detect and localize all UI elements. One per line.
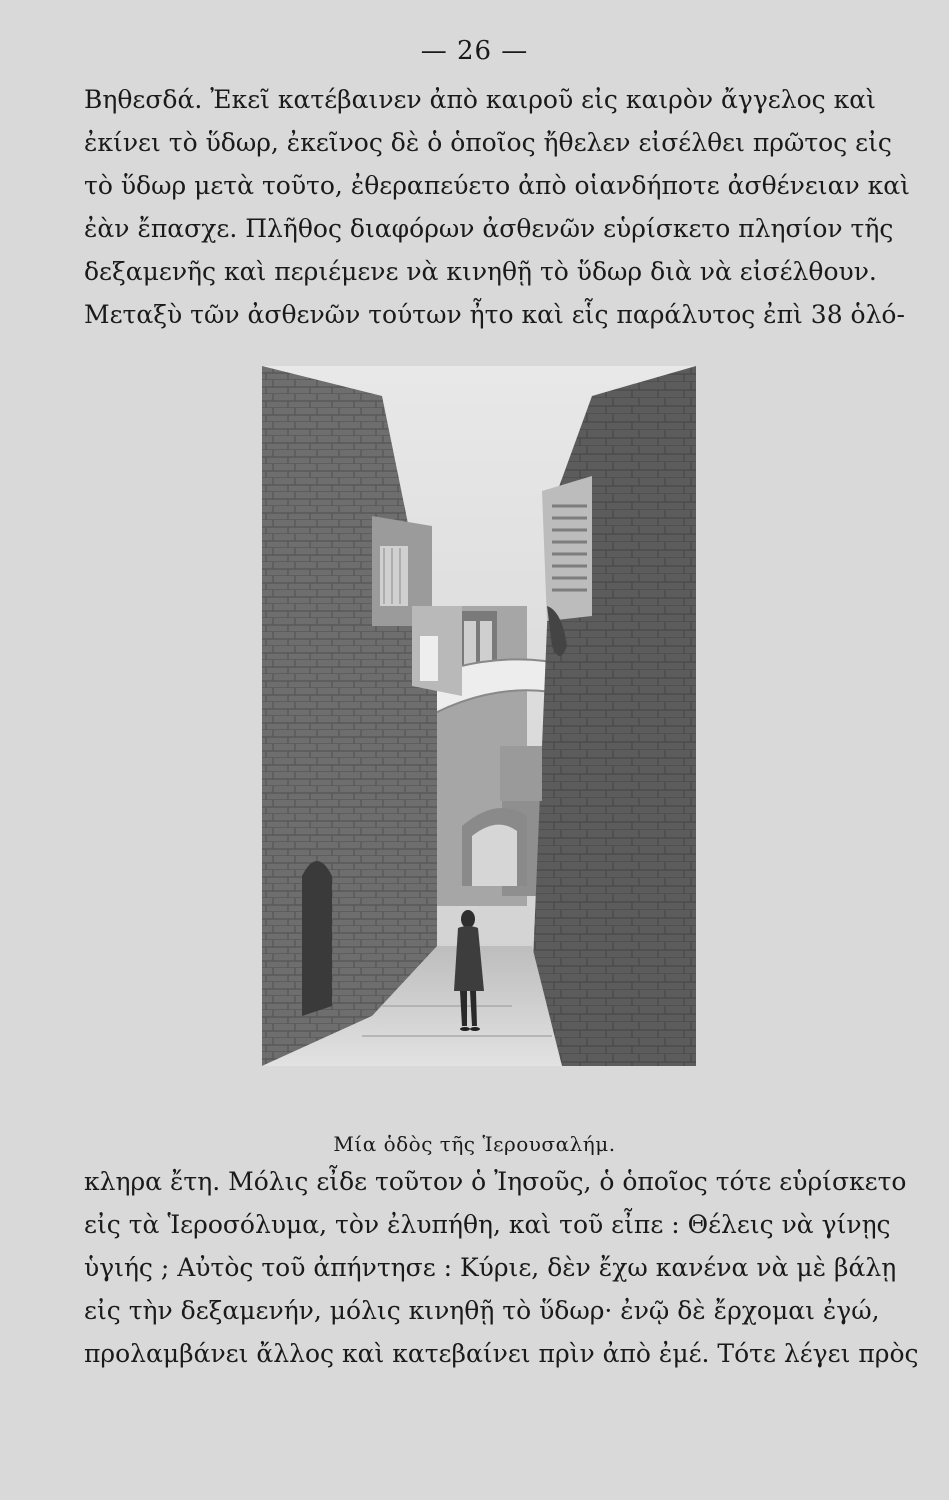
text-line: ἐκίνει τὸ ὕδωρ, ἐκεῖνος δὲ ὁ ὁποῖος ἤθελεν εἰσέλθει πρῶτος εἰς	[84, 128, 892, 157]
top-paragraph	[84, 78, 910, 336]
page-number: — 26 —	[420, 36, 529, 66]
street-photo-illustration	[262, 366, 696, 1066]
text-line: κληρα ἔτη. Μόλις εἶδε τοῦτον ὁ Ἰησοῦς, ὁ ὁποῖος τότε εὑρίσκετο	[84, 1167, 907, 1196]
text-line: δεξαμενῆς καὶ περιέμενε νὰ κινηθῇ τὸ ὕδωρ διὰ νὰ εἰσέλθουν.	[84, 257, 877, 286]
bottom-paragraph	[84, 1160, 919, 1375]
text-line: εἰς τὰ Ἱεροσόλυμα, τὸν ἐλυπήθη, καὶ τοῦ εἶπε : Θέλεις νὰ γίνῃς	[84, 1210, 891, 1239]
text-line: ἐὰν ἔπασχε. Πλῆθος διαφόρων ἀσθενῶν εὑρίσκετο πλησίον τῆς	[84, 214, 894, 243]
text-line: Βηθεσδά. Ἐκεῖ κατέβαινεν ἀπὸ καιροῦ εἰς καιρὸν ἄγγελος καὶ	[84, 85, 876, 114]
text-line: εἰς τὴν δεξαμενήν, μόλις κινηθῇ τὸ ὕδωρ· ἐνῷ δὲ ἔρχομαι ἐγώ,	[84, 1296, 880, 1325]
text-line: ὑγιής ; Αὐτὸς τοῦ ἀπήντησε : Κύριε, δὲν ἔχω κανένα νὰ μὲ βάλῃ	[84, 1253, 897, 1282]
text-line: προλαμβάνει ἄλλος καὶ κατεβαίνει πρὶν ἀπὸ ἐμέ. Τότε λέγει πρὸς	[84, 1339, 919, 1368]
street-photograph	[262, 366, 696, 1066]
figure-caption: Μία ὁδὸς τῆς Ἱερουσαλήμ.	[333, 1132, 616, 1156]
text-line: Μεταξὺ τῶν ἀσθενῶν τούτων ἦτο καὶ εἷς παράλυτος ἐπὶ 38 ὁλό-	[84, 300, 905, 329]
text-line: τὸ ὕδωρ μετὰ τοῦτο, ἐθεραπεύετο ἀπὸ οἱανδήποτε ἀσθένειαν καὶ	[84, 171, 910, 200]
